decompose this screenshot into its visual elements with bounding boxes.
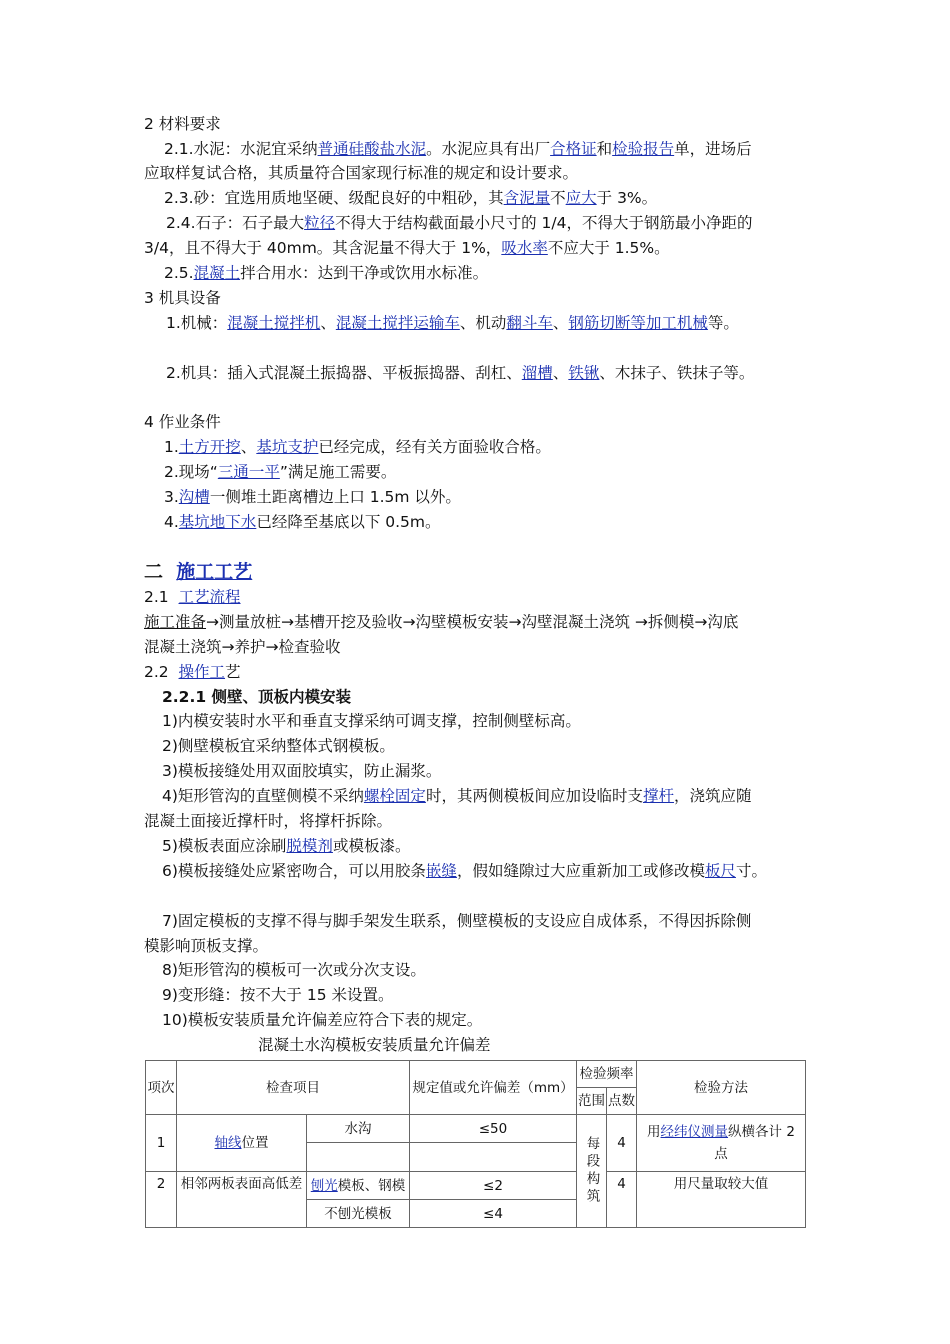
flow-line1 — [144, 610, 738, 634]
text: 、 — [552, 364, 569, 382]
row2-sub2: 不刨光模板 — [307, 1200, 410, 1228]
section-3-title: 3 机具设备 — [144, 289, 221, 307]
link-earthwork[interactable]: 土方开挖 — [178, 438, 241, 456]
header-no: 项次 — [146, 1061, 177, 1115]
text: ，假如缝隙过大应重新加工或修改模 — [456, 862, 705, 880]
link-strut[interactable]: 撑杆 — [642, 787, 674, 805]
link-certificate[interactable]: 合格证 — [550, 140, 597, 158]
item-8: 8)矩形管沟的模板可一次或分次支设。 — [162, 961, 426, 979]
item-3: 3)模板接缝处用双面胶填实，防止漏浆。 — [162, 762, 442, 780]
part-2-heading — [144, 560, 252, 584]
row2-sub1 — [307, 1172, 410, 1200]
subsection-2-2 — [144, 660, 241, 684]
item-7-line2: 模影响顶板支撑。 — [144, 937, 269, 955]
header-spec: 规定值或允许偏差（mm） — [410, 1061, 577, 1115]
stone-paragraph-line2 — [144, 236, 670, 260]
header-item: 检查项目 — [177, 1061, 410, 1115]
water-paragraph — [164, 261, 488, 285]
link-concrete[interactable]: 混凝土 — [193, 264, 241, 282]
text: 纵横各计 2 — [728, 1124, 795, 1140]
item-10: 10)模板安装质量允许偏差应符合下表的规定。 — [162, 1011, 483, 1029]
tools-paragraph — [166, 361, 754, 385]
subsection-2-2-1-title: 2.2.1 侧壁、顶板内模安装 — [162, 688, 352, 706]
link-planed[interactable]: 刨光 — [310, 1177, 338, 1194]
text: 或模板漆。 — [332, 837, 411, 855]
heading-number: 二 — [144, 561, 164, 583]
link-axis[interactable]: 轴线 — [214, 1135, 242, 1151]
text: 、木抹子、铁抹子等。 — [599, 364, 755, 382]
flow-line2: 混凝土浇筑→养护→检查验收 — [144, 638, 341, 656]
row2-val2: ≤4 — [410, 1200, 577, 1228]
text: 、 — [552, 314, 569, 332]
text: →测量放桩→基槽开挖及验收→沟壁模板安装→沟壁混凝土浇筑 →拆侧模→沟底 — [206, 613, 739, 631]
condition-1 — [164, 435, 551, 459]
table-caption: 混凝土水沟模板安装质量允许偏差 — [258, 1036, 491, 1054]
text: 2.1.水泥：水泥宜采纳 — [164, 140, 318, 158]
text: 已经完成，经有关方面验收合格。 — [318, 438, 551, 456]
text: 用 — [647, 1124, 661, 1140]
link-three-supplies[interactable]: 三通一平 — [217, 463, 280, 481]
range-cell: 每段构筑 — [577, 1115, 607, 1228]
text: 寸。 — [735, 862, 767, 880]
text: 拌合用水：达到干净或饮用水标准。 — [240, 264, 489, 282]
text: 、机动 — [459, 314, 507, 332]
text: 4. — [164, 513, 179, 531]
text: 已经降至基底以下 0.5m。 — [256, 513, 441, 531]
link-should-exceed[interactable]: 应大 — [565, 189, 597, 207]
item-7-line1: 7)固定模板的支撑不得与脚手架发生联系，侧壁模板的支设应自成体系，不得因拆除侧 — [162, 912, 752, 930]
row1-points: 4 — [607, 1115, 637, 1172]
header-method: 检验方法 — [637, 1061, 806, 1115]
text: 时，其两侧模板间应加设临时支 — [425, 787, 643, 805]
text: 单，进场后 — [674, 140, 752, 158]
row2-method: 用尺量取较大值 — [637, 1172, 806, 1228]
link-board-size[interactable]: 板尺 — [704, 862, 736, 880]
link-particle-size[interactable]: 粒径 — [304, 214, 336, 232]
item-4-line1 — [162, 784, 751, 808]
text: 4)矩形管沟的直壁侧模不采纳 — [162, 787, 364, 805]
text: ”满足施工需要。 — [279, 463, 397, 481]
link-construction-prep[interactable]: 施工准备 — [144, 613, 207, 631]
text: 不应大于 1.5%。 — [547, 239, 670, 257]
link-mud-content[interactable]: 含泥量 — [503, 189, 551, 207]
text: 2.4.石子：石子最大 — [166, 214, 305, 232]
item-9: 9)变形缝：按不大于 15 米设置。 — [162, 986, 394, 1004]
cement-paragraph-line1 — [164, 137, 752, 161]
text: 一侧堆土距离槽边上口 1.5m 以外。 — [209, 488, 461, 506]
row1-val1: ≤50 — [410, 1115, 577, 1143]
text: 2.5. — [164, 264, 194, 282]
condition-2 — [164, 460, 396, 484]
header-frequency: 检验频率 — [577, 1061, 637, 1088]
text: 。水泥应具有出厂 — [426, 140, 551, 158]
link-construction-process[interactable]: 施工工艺 — [176, 561, 253, 583]
text: 1.机械： — [166, 314, 228, 332]
link-theodolite[interactable]: 经纬仪测量 — [660, 1124, 729, 1140]
text: 艺 — [225, 663, 241, 681]
machinery-paragraph — [166, 311, 739, 335]
row1-no: 1 — [146, 1115, 177, 1172]
text: 不 — [550, 189, 566, 207]
text: 2.2 — [144, 663, 169, 681]
row1-sub2 — [307, 1143, 410, 1172]
text: 2.1 — [144, 588, 169, 606]
header-points: 点数 — [607, 1088, 637, 1115]
link-water-absorption[interactable]: 吸水率 — [501, 239, 548, 257]
section-2-title: 2 材料要求 — [144, 115, 221, 133]
condition-4 — [164, 510, 441, 534]
text: ，浇筑应随 — [673, 787, 752, 805]
link-caulking[interactable]: 嵌缝 — [425, 862, 457, 880]
text: 1. — [164, 438, 179, 456]
tolerance-table — [145, 1060, 806, 1228]
text: 5)模板表面应涂刷 — [162, 837, 287, 855]
link-mixer-truck[interactable]: 混凝土搅拌运输车 — [335, 314, 460, 332]
text: 、 — [320, 314, 336, 332]
link-concrete-mixer[interactable]: 混凝土搅拌机 — [227, 314, 321, 332]
method-line2: 点 — [714, 1146, 728, 1162]
text: 模板、钢模 — [337, 1177, 406, 1194]
link-rebar-machinery[interactable]: 钢筋切断等加工机械 — [568, 314, 708, 332]
link-portland-cement[interactable]: 普通硅酸盐水泥 — [317, 140, 427, 158]
text: 不得大于结构截面最小尺寸的 1/4，不得大于钢筋最小净距的 — [335, 214, 753, 232]
link-groundwater[interactable]: 基坑地下水 — [178, 513, 257, 531]
text: 3. — [164, 488, 179, 506]
item-1: 1)内模安装时水平和垂直支撑采纳可调支撑，控制侧壁标高。 — [162, 712, 581, 730]
item-4-line2: 混凝土面接近撑杆时，将撑杆拆除。 — [144, 812, 393, 830]
row2-val1: ≤2 — [410, 1172, 577, 1200]
link-bolt-fixing[interactable]: 螺栓固定 — [363, 787, 426, 805]
text: 位置 — [241, 1135, 269, 1151]
link-dump-truck[interactable]: 翻斗车 — [506, 314, 553, 332]
row2-no: 2 — [146, 1172, 177, 1228]
sand-paragraph — [164, 186, 657, 210]
condition-3 — [164, 485, 461, 509]
row1-item — [177, 1115, 307, 1172]
row2-points: 4 — [607, 1172, 637, 1228]
text: 2.现场“ — [164, 463, 218, 481]
item-6 — [162, 859, 767, 883]
text: 等。 — [707, 314, 739, 332]
row1-method — [637, 1115, 806, 1172]
stone-paragraph-line1 — [166, 211, 752, 235]
method-line1 — [637, 1121, 805, 1143]
text: 3/4，且不得大于 40mm。其含泥量不得大于 1%， — [144, 239, 502, 257]
row1-val2 — [410, 1143, 577, 1172]
row2-item: 相邻两板表面高低差 — [177, 1172, 307, 1228]
text: 2.3.砂：宜选用质地坚硬、级配良好的中粗砂，其 — [164, 189, 504, 207]
link-trench[interactable]: 沟槽 — [178, 488, 210, 506]
link-operation-process[interactable]: 操作工 — [178, 663, 226, 681]
link-chute[interactable]: 溜槽 — [521, 364, 553, 382]
text: 和 — [596, 140, 613, 158]
section-4-title: 4 作业条件 — [144, 413, 221, 431]
header-range: 范围 — [577, 1088, 607, 1115]
cement-paragraph-line2: 应取样复试合格，其质量符合国家现行标准的规定和设计要求。 — [144, 164, 579, 182]
link-release-agent[interactable]: 脱模剂 — [286, 837, 333, 855]
link-shovel[interactable]: 铁锹 — [568, 364, 600, 382]
text: 、 — [240, 438, 257, 456]
subsection-2-1 — [144, 585, 241, 609]
text: 2.机具：插入式混凝土振捣器、平板振捣器、刮杠、 — [166, 364, 522, 382]
text: 于 3%。 — [596, 189, 658, 207]
link-inspection-report[interactable]: 检验报告 — [612, 140, 675, 158]
link-pit-support[interactable]: 基坑支护 — [256, 438, 319, 456]
text: 6)模板接缝处应紧密吻合，可以用胶条 — [162, 862, 426, 880]
row1-sub1: 水沟 — [307, 1115, 410, 1143]
item-2: 2)侧壁模板宜采纳整体式钢模板。 — [162, 737, 395, 755]
item-5 — [162, 834, 410, 858]
link-process-flow[interactable]: 工艺流程 — [178, 588, 241, 606]
